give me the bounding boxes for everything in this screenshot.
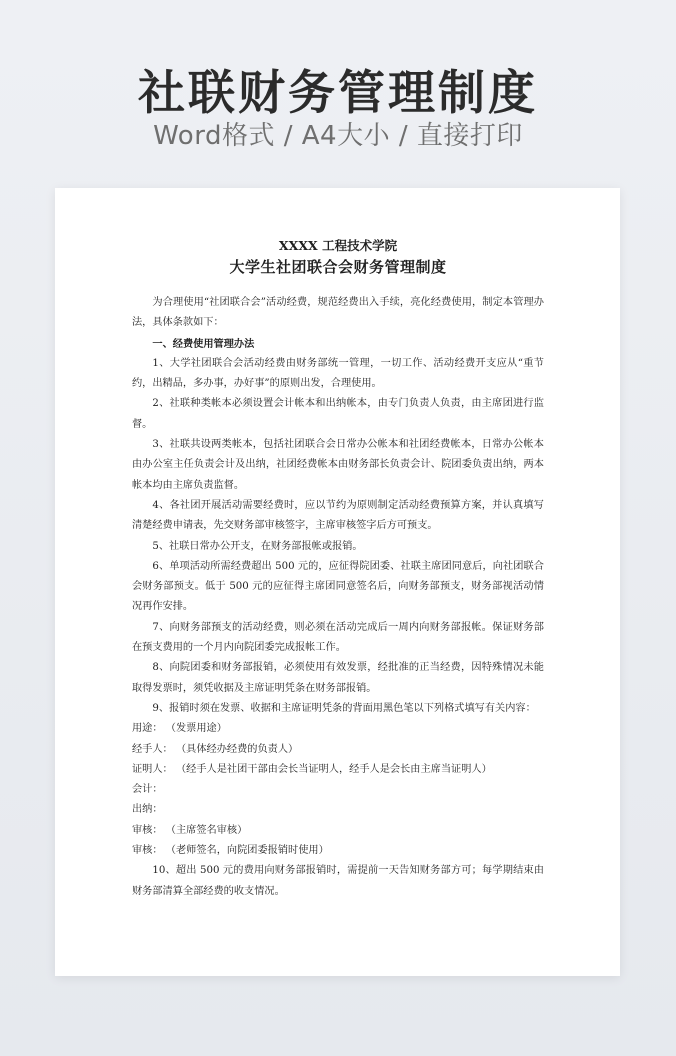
intro-paragraph: 为合理使用“社团联合会”活动经费，规范经费出入手续，亮化经费使用，制定本管理办法，具体条款如下： (132, 297, 544, 329)
form-line-cashier: 出纳： (132, 804, 163, 816)
clause-6: 6、单项活动所需经费超出 500 元的，应征得院团委、社联主席团同意后，向社团联合会财务部预支。低于 500 元的应征得主席团同意签名后，向财务部预支，财务部视活动情况再作安排。 (132, 560, 544, 613)
clause-3: 3、社联共设两类帐本，包括社团联合会日常办公帐本和社团经费帐本，日常办公帐本由办公室主任负责会计及出纳，社团经费帐本由财务部长负责会计、院团委负责出纳，两本帐本均由主席负责监督。 (132, 439, 544, 491)
banner-subtitle: Word格式 / A4大小 / 直接打印 (153, 121, 523, 151)
form-line-witness: 证明人： （经手人是社团干部由会长当证明人，经手人是会长由主席当证明人） (132, 763, 492, 775)
clause-10: 10、超出 500 元的费用向财务部报销时，需提前一天告知财务部方可；每学期结束由财务部清算全部经费的收支情况。 (132, 865, 544, 897)
clause-8: 8、向院团委和财务部报销，必须使用有效发票，经批准的正当经费，因特殊情况未能取得发票时，须凭收据及主席证明凭条在财务部报销。 (132, 662, 544, 694)
form-line-handler: 经手人： （具体经办经费的负责人） (132, 743, 299, 755)
section-heading: 一、经费使用管理办法 (152, 337, 255, 350)
document-org: XXXX 工程技术学院 (278, 238, 398, 253)
document-title: 大学生社团联合会财务管理制度 (229, 258, 447, 276)
form-line-accountant: 会计： (132, 784, 163, 796)
banner-title: 社联财务管理制度 (138, 66, 538, 121)
document-page (55, 188, 620, 976)
clause-7: 7、向财务部预支的活动经费，则必须在活动完成后一周内向财务部报帐。保证财务部在预支费用的一个月内向院团委完成报帐工作。 (132, 621, 544, 654)
form-line-purpose: 用途： （发票用途） (132, 723, 227, 735)
clause-9: 9、报销时须在发票、收据和主席证明凭条的背面用黑色笔以下列格式填写有关内容： (152, 702, 536, 714)
form-line-review-chair: 审核： （主席签名审核） (132, 824, 248, 836)
document-body (132, 237, 544, 902)
clause-2: 2、社联种类帐本必须设置会计帐本和出纳帐本，由专门负责人负责，由主席团进行监督。 (132, 398, 544, 430)
clause-1: 1、大学社团联合会活动经费由财务部统一管理，一切工作、活动经费开支应从“重节约，出精品，多办事，办好事”的原则出发，合理使用。 (132, 357, 544, 390)
clause-4: 4、各社团开展活动需要经费时，应以节约为原则制定活动经费预算方案，并认真填写清楚经费申请表，先交财务部审核签字，主席审核签字后方可预支。 (132, 499, 544, 532)
clause-5: 5、社联日常办公开支，在财务部报帐或报销。 (152, 540, 363, 552)
form-line-review-teacher: 审核： （老师签名，向院团委报销时使用） (132, 845, 329, 857)
